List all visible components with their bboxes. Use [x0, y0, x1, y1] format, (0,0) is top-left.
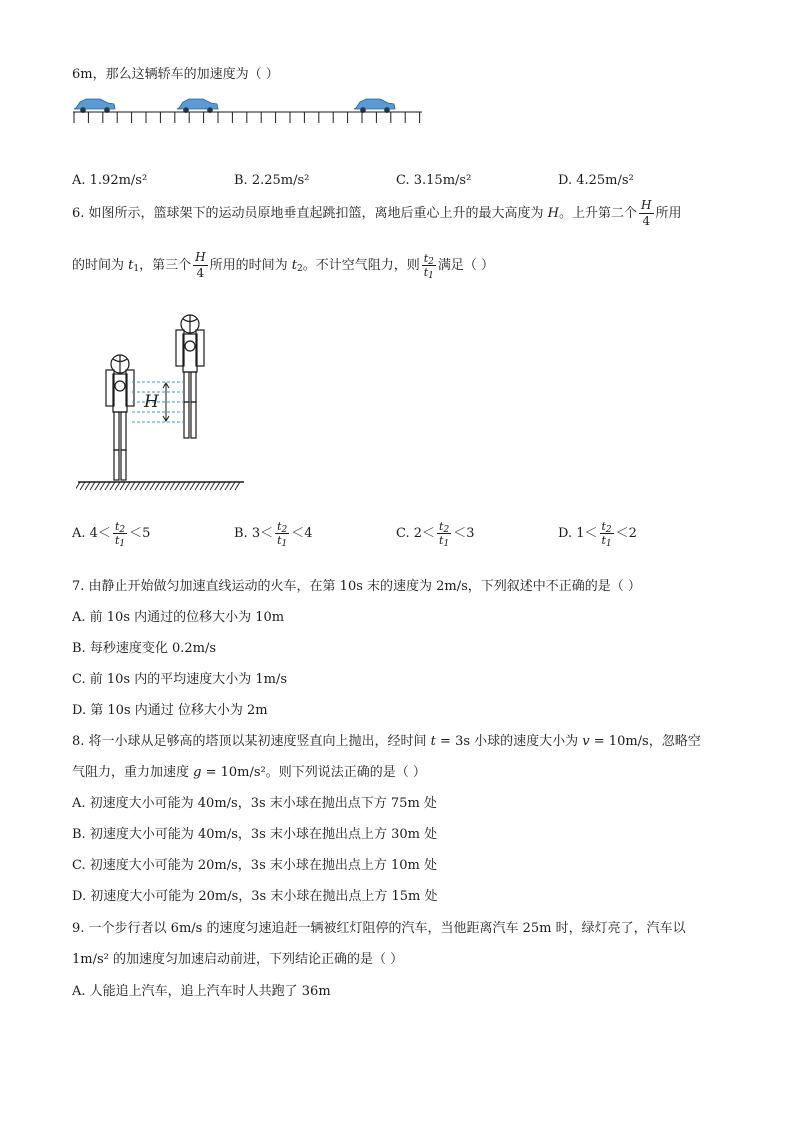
ground-hatch-mark	[90, 482, 95, 490]
ground-hatch-mark	[205, 482, 210, 490]
q8-stem-line2: 气阻力，重力加速度 g = 10m/s²。则下列说法正确的是（ ）	[72, 765, 426, 780]
ground-hatch-mark	[185, 482, 190, 490]
q8-option-b: B. 初速度大小可能为 40m/s，3s 末小球在抛出点上方 30m 处	[72, 827, 438, 842]
ground-hatch-mark	[225, 482, 230, 490]
q9-stem-line1: 9. 一个步行者以 6m/s 的速度匀速追赶一辆被红灯阻停的汽车，当他距离汽车 25m 时，绿灯亮了，汽车以	[72, 921, 686, 936]
ground-hatch-mark	[100, 482, 105, 490]
ground-hatch-mark	[130, 482, 135, 490]
ground-hatch-mark	[85, 482, 90, 490]
ground-hatch-mark	[230, 482, 235, 490]
car-ruler-figure	[70, 90, 430, 130]
ground-hatch-mark	[160, 482, 165, 490]
basketball-jump-figure	[76, 312, 246, 494]
ground-hatch-mark	[170, 482, 175, 490]
q5-option-c: C. 3.15m/s²	[396, 173, 472, 188]
ground-hatch-mark	[120, 482, 125, 490]
q8-stem-line1: 8. 将一小球从足够高的塔顶以某初速度竖直向上抛出，经时间 t = 3s 小球的速度大小为 v = 10m/s，忽略空	[72, 734, 701, 749]
q6-option-d: D. 1＜ $\frac{t_2}{t_1}$ ＜2	[558, 520, 637, 549]
ground-hatch-mark	[210, 482, 215, 490]
fraction-t2-over-t1: $\frac{t_2}{t_1}$	[423, 252, 434, 281]
q6-option-c: C. 2＜ $\frac{t_2}{t_1}$ ＜3	[396, 520, 475, 549]
q7-option-d: D. 第 10s 内通过 位移大小为 2m	[72, 703, 268, 718]
ground-hatch-mark	[115, 482, 120, 490]
car-icon	[177, 99, 218, 113]
q7-stem: 7. 由静止开始做匀加速直线运动的火车，在第 10s 末的速度为 2m/s，下列叙述中不正确的是（ ）	[72, 579, 641, 594]
ground-hatch-mark	[220, 482, 225, 490]
ground-hatch-mark	[200, 482, 205, 490]
ground-hatch-mark	[80, 482, 85, 490]
ground-hatch-mark	[180, 482, 185, 490]
ground-hatch-mark	[175, 482, 180, 490]
ground-hatch-mark	[76, 482, 80, 490]
car-icon	[74, 99, 115, 113]
q7-option-a: A. 前 10s 内通过的位移大小为 10m	[72, 610, 285, 625]
ground-hatch-mark	[95, 482, 100, 490]
ground-hatch-mark	[165, 482, 170, 490]
ground-hatch-mark	[195, 482, 200, 490]
q5-option-a: A. 1.92m/s²	[72, 173, 148, 188]
fraction-h-over-4: $\frac{H}{4}$	[641, 198, 652, 228]
ground-hatch-mark	[235, 482, 240, 490]
car-icon	[354, 99, 395, 113]
ground-hatch-mark	[145, 482, 150, 490]
q6-option-a: A. 4＜ $\frac{t_2}{t_1}$ ＜5	[72, 520, 151, 549]
ground-hatch-mark	[215, 482, 220, 490]
q8-option-c: C. 初速度大小可能为 20m/s，3s 末小球在抛出点上方 10m 处	[72, 858, 438, 873]
q5-option-b: B. 2.25m/s²	[234, 173, 310, 188]
ground-hatch-mark	[150, 482, 155, 490]
q9-option-a: A. 人能追上汽车，追上汽车时人共跑了 36m	[72, 984, 331, 999]
q6-stem-line1: 6. 如图所示，篮球架下的运动员原地垂直起跳扣篮，离地后重心上升的最大高度为 H。上升第二个 $\frac{H}{4}$ 所用	[72, 198, 682, 228]
ground-hatch-mark	[135, 482, 140, 490]
ground-hatch-mark	[155, 482, 160, 490]
q5-stem-continuation: 6m，那么这辆轿车的加速度为（ ）	[72, 67, 279, 82]
q6-option-b: B. 3＜ $\frac{t_2}{t_1}$ ＜4	[234, 520, 313, 549]
q7-option-b: B. 每秒速度变化 0.2m/s	[72, 641, 217, 656]
q5-option-d: D. 4.25m/s²	[558, 173, 634, 188]
h-label: H	[144, 392, 159, 412]
ground-hatch-mark	[105, 482, 110, 490]
q8-option-d: D. 初速度大小可能为 20m/s，3s 末小球在抛出点上方 15m 处	[72, 889, 438, 904]
ground-hatch-mark	[190, 482, 195, 490]
q7-option-c: C. 前 10s 内的平均速度大小为 1m/s	[72, 672, 288, 687]
fraction-h-over-4: $\frac{H}{4}$	[195, 250, 206, 280]
ground-hatch-mark	[125, 482, 130, 490]
ground-hatch-mark	[110, 482, 115, 490]
q6-stem-line2: 的时间为 $t_1$，第三个 $\frac{H}{4}$ 所用的时间为 $t_2$。不计空气阻力，则 $\frac{t_2}{t_1}$ 满足（ ）	[72, 250, 495, 281]
q8-option-a: A. 初速度大小可能为 40m/s，3s 末小球在抛出点下方 75m 处	[72, 796, 437, 811]
ground-hatch-mark	[140, 482, 145, 490]
q9-stem-line2: 1m/s² 的加速度匀加速启动前进，下列结论正确的是（ ）	[72, 952, 404, 967]
